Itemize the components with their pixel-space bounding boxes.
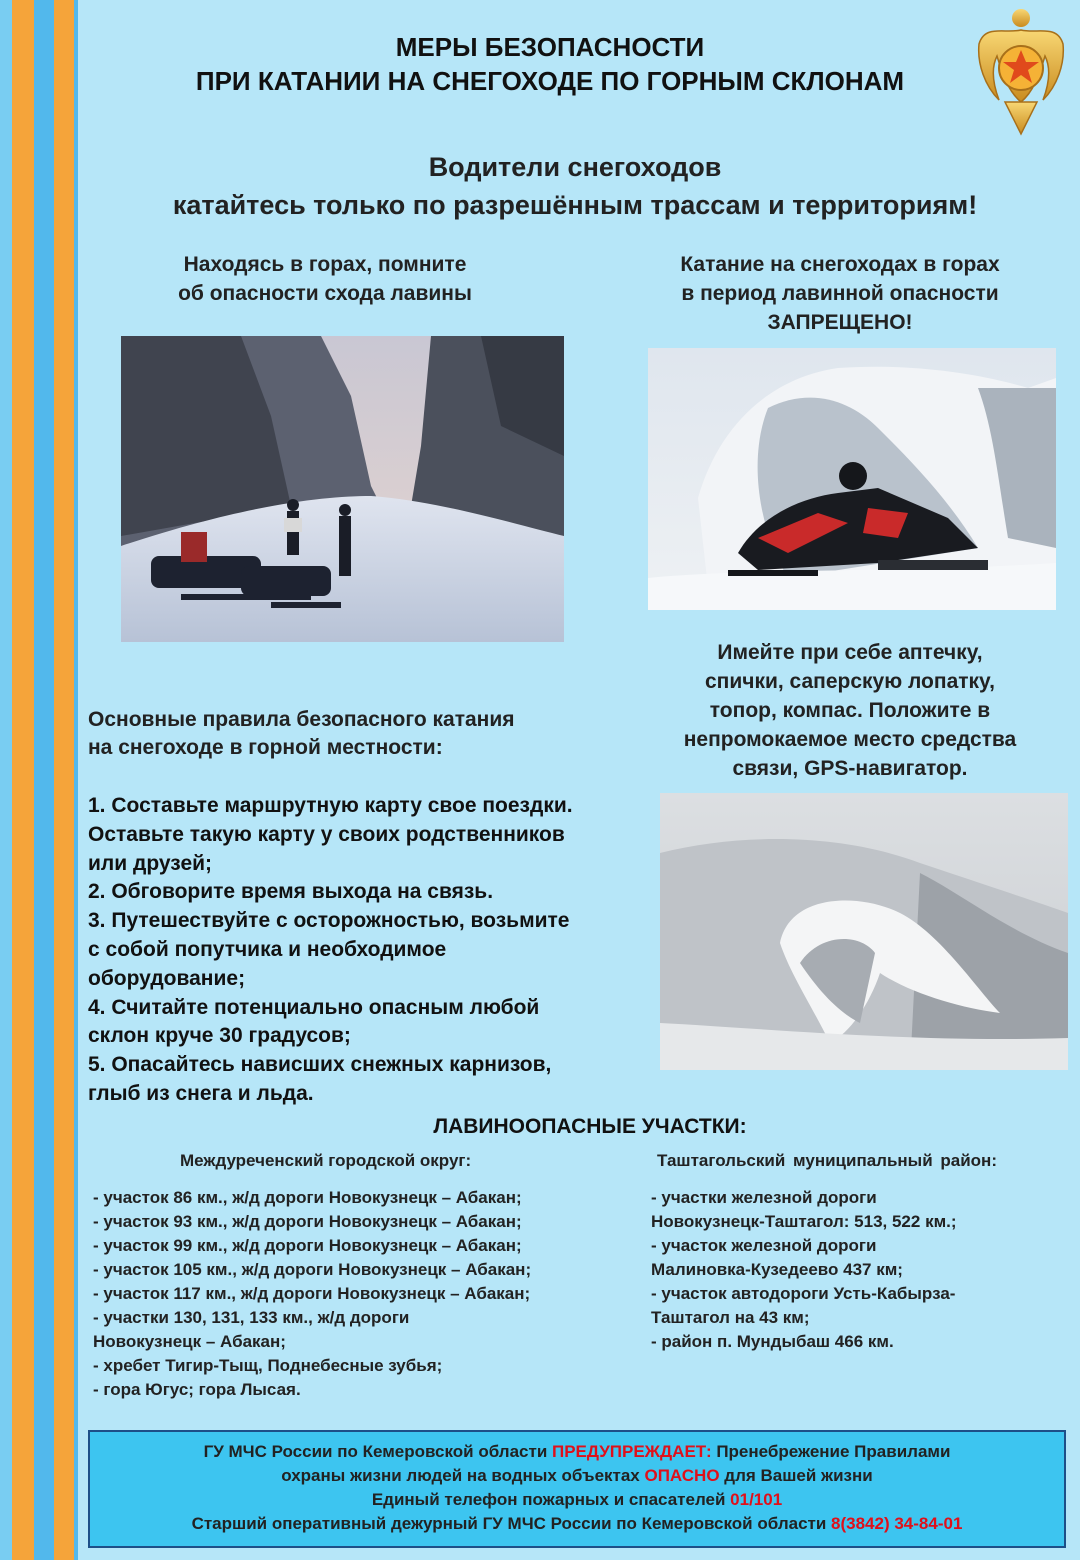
list-item: - участок 117 км., ж/д дороги Новокузнецк – Абакан; — [93, 1284, 531, 1303]
footer-text: Единый телефон пожарных и спасателей — [371, 1490, 731, 1509]
list-item: - участок 99 км., ж/д дороги Новокузнецк – Абакан; — [93, 1236, 522, 1255]
caption-survival-kit — [640, 638, 1060, 783]
title-line-1: МЕРЫ БЕЗОПАСНОСТИ — [395, 32, 705, 62]
rules-line: с собой попутчика и необходимое — [88, 937, 447, 961]
rules-heading-line: Основные правила безопасного катания — [88, 708, 515, 731]
list-item: - участок 105 км., ж/д дороги Новокузнецк – Абакан; — [93, 1260, 532, 1279]
list-item: - участки 130, 131, 133 км., ж/д дороги — [93, 1308, 410, 1327]
list-item: - участок автодороги Усть-Кабырза- — [651, 1284, 956, 1303]
avalanche-areas-heading: ЛАВИНООПАСНЫЕ УЧАСТКИ: — [433, 1115, 747, 1138]
list-item: Малиновка-Кузедеево 437 км; — [651, 1260, 903, 1279]
footer-line-1 — [90, 1432, 1064, 1464]
duty-officer-phone: 8(3842) 34-84-01 — [831, 1514, 963, 1533]
footer-line-4 — [90, 1512, 1064, 1536]
emergency-phone: 01/101 — [730, 1490, 783, 1509]
list-item: - гора Югус; гора Лысая. — [93, 1380, 301, 1399]
caption-line: Имейте при себе аптечку, — [717, 641, 983, 664]
footer-text: охраны жизни людей на водных объектах — [281, 1466, 645, 1485]
rules-line: оборудование; — [88, 966, 246, 990]
photo-mountain-gorge — [121, 336, 564, 642]
rules-line: 2. Обговорите время выхода на связь. — [88, 880, 494, 904]
rules-line: 5. Опасайтесь нависших снежных карнизов, — [88, 1053, 552, 1077]
footer-text: ГУ МЧС России по Кемеровской области — [203, 1442, 552, 1461]
side-stripe-blue — [34, 0, 54, 1560]
page-title — [90, 30, 1010, 98]
emercom-emblem-icon — [975, 4, 1067, 138]
list-item: - участки железной дороги — [651, 1188, 877, 1207]
footer-line-3 — [90, 1488, 1064, 1512]
side-stripe-orange-2 — [54, 0, 74, 1560]
list-item: Таштагол на 43 км; — [651, 1308, 810, 1327]
slogan-line-2: катайтесь только по разрешённым трассам и территориям! — [172, 190, 978, 220]
list-item: - район п. Мундыбаш 466 км. — [651, 1332, 894, 1351]
footer-text: Старший оперативный дежурный ГУ МЧС России по Кемеровской области — [191, 1514, 832, 1533]
caption-line: связи, GPS-навигатор. — [732, 757, 968, 780]
footer-danger-word: ОПАСНО — [644, 1466, 720, 1485]
side-stripe-light — [0, 0, 12, 1560]
caption-line: ЗАПРЕЩЕНО! — [767, 311, 913, 334]
list-item: - участок железной дороги — [651, 1236, 877, 1255]
caption-line: в период лавинной опасности — [681, 282, 999, 305]
caption-line: непромокаемое место средства — [683, 728, 1017, 751]
title-line-2: ПРИ КАТАНИИ НА СНЕГОХОДЕ ПО ГОРНЫМ СКЛОНАМ — [195, 66, 905, 96]
list-item: - участок 86 км., ж/д дороги Новокузнецк – Абакан; — [93, 1188, 522, 1207]
footer-text: Пренебрежение Правилами — [711, 1442, 951, 1461]
caption-line: об опасности схода лавины — [178, 282, 472, 305]
avalanche-list-tashtagol — [651, 1186, 1061, 1354]
district-title-mezhdurechensk: Междуреченский городской округ: — [180, 1151, 472, 1170]
footer-line-2 — [90, 1464, 1064, 1488]
list-item: - участок 93 км., ж/д дороги Новокузнецк – Абакан; — [93, 1212, 522, 1231]
list-item: Новокузнецк – Абакан; — [93, 1332, 286, 1351]
rules-line: 1. Составьте маршрутную карту свое поездки. — [88, 794, 573, 817]
main-slogan — [80, 148, 1070, 224]
footer-warning-box — [88, 1430, 1066, 1548]
rules-line: склон круче 30 градусов; — [88, 1024, 351, 1048]
caption-line: спички, саперскую лопатку, — [705, 670, 995, 693]
photo-snowmobile — [648, 348, 1056, 610]
caption-line: топор, компас. Положите в — [709, 699, 991, 722]
rules-heading — [88, 706, 648, 762]
photo-snow-cornice — [660, 793, 1068, 1070]
list-item: - хребет Тигир-Тыщ, Поднебесные зубья; — [93, 1356, 443, 1375]
footer-text: для Вашей жизни — [719, 1466, 873, 1485]
rules-list — [88, 792, 658, 1109]
caption-line: Находясь в горах, помните — [183, 253, 467, 276]
rules-heading-line: на снегоходе в горной местности: — [88, 736, 443, 759]
rules-line: Оставьте такую карту у своих родственников — [88, 822, 565, 846]
avalanche-list-mezhdurechensk — [93, 1186, 623, 1402]
district-title-tashtagol: Таштагольский муниципальный район: — [657, 1151, 997, 1170]
caption-line: Катание на снегоходах в горах — [680, 253, 1000, 276]
rules-line: или друзей; — [88, 851, 213, 875]
footer-warning-word: ПРЕДУПРЕЖДАЕТ: — [552, 1442, 712, 1461]
rules-line: глыб из снега и льда. — [88, 1081, 314, 1105]
caption-forbidden — [640, 250, 1040, 337]
side-stripe-blue-2 — [74, 0, 78, 1560]
side-stripe-orange — [12, 0, 34, 1560]
list-item: Новокузнецк-Таштагол: 513, 522 км.; — [651, 1212, 957, 1231]
rules-line: 3. Путешествуйте с осторожностью, возьмите — [88, 909, 570, 933]
slogan-line-1: Водители снегоходов — [428, 152, 722, 182]
caption-avalanche-danger — [120, 250, 530, 308]
rules-line: 4. Считайте потенциально опасным любой — [88, 995, 540, 1019]
